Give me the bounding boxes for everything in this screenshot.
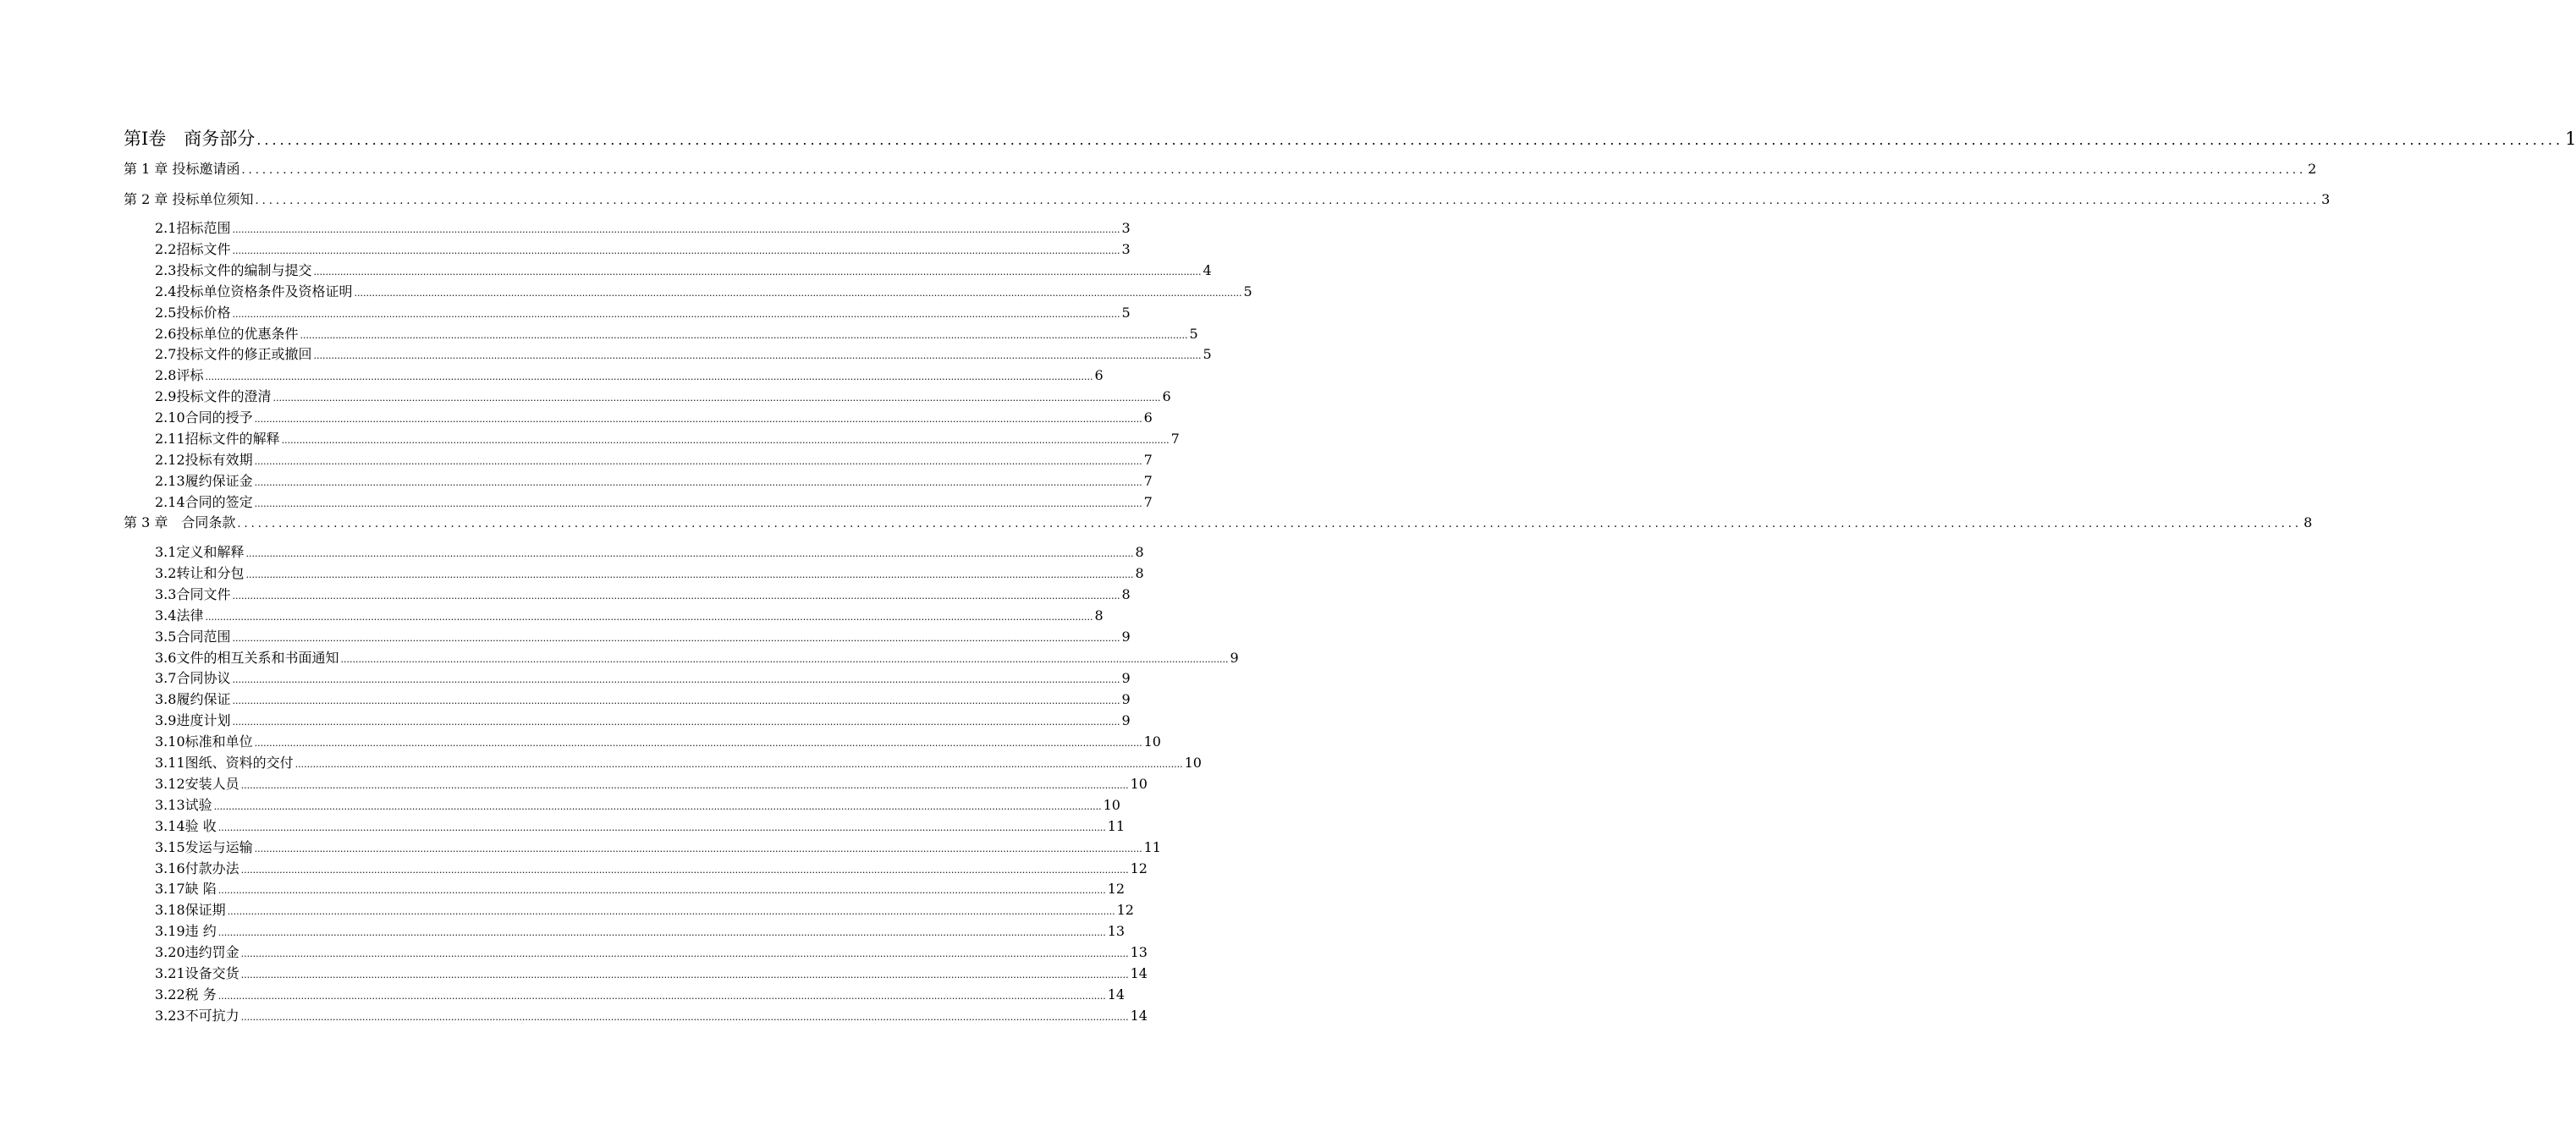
toc-section-page: 8 [1094,607,1104,623]
toc-section-title: 招标文件 [176,241,231,257]
toc-section-number: 3.23 [155,1008,185,1024]
dot-leader: ............................................................................................................................................................................................................................................................................................................ [232,633,1120,644]
dot-leader: ............................................................................................................................................................................................................................................................................................................ [232,674,1120,685]
toc-section-title: 招标文件的解释 [184,431,280,447]
toc-section-number: 2.14 [155,494,185,510]
dot-leader: ............................................................................................................................................................................................................................................................................................................ [294,759,1183,770]
dot-leader: ............................................................................................................................................................................................................................................................................................................ [240,1012,1129,1023]
toc-section-number: 3.17 [155,881,185,897]
toc-chapter-entry[interactable] [124,189,2331,208]
toc-section-page: 4 [1203,262,1212,278]
toc-section-page: 5 [1121,305,1131,321]
toc-section-title: 不可抗力 [184,1008,239,1024]
toc-section-page: 3 [1121,220,1131,236]
toc-section-page: 9 [1121,670,1131,686]
dot-leader: ............................................................................................................................................................................................................................................................................................................ [217,822,1106,833]
toc-section-title: 缺 陷 [184,881,217,897]
toc-section-entry[interactable] [155,878,1126,898]
toc-section-page: 13 [1130,944,1148,960]
dot-leader: ............................................................................................................................................................................................................................................................................................................ [240,969,1129,980]
toc-section-number: 3.1 [155,544,177,560]
dot-leader: ............................................................................................................................................................................................................................................................................................................ [254,738,1142,749]
toc-chapter-page: 2 [2308,161,2317,177]
toc-section-entry[interactable] [155,626,1131,645]
toc-section-title: 文件的相互关系和书面通知 [176,650,339,666]
toc-section-entry[interactable] [155,667,1131,687]
toc-section-entry[interactable] [155,239,1131,258]
toc-section-page: 5 [1203,346,1212,362]
toc-section-entry[interactable] [155,920,1126,940]
toc-section-title: 履约保证金 [184,473,253,489]
dot-leader: ............................................................................................................................................................................................................................................................................................................ [217,885,1106,896]
toc-section-number: 3.19 [155,923,185,939]
toc-section-title: 保证期 [184,902,226,918]
toc-section-page: 14 [1107,986,1126,1002]
dot-leader: ............................................................................................................................................................................................................................................................................................................ [213,801,1102,812]
toc-section-page: 14 [1130,965,1148,981]
toc-section-title: 标准和单位 [184,733,253,750]
toc-section-number: 3.9 [155,712,177,728]
toc-section-entry[interactable] [155,647,1239,667]
toc-section-entry[interactable] [155,217,1131,237]
dot-leader: ............................................................................................................................................................................................................................................................................................................ [272,393,1161,404]
dot-leader: ............................................................................................................................................................................................................................................................................................................ [217,991,1106,1002]
dot-leader: ............................................................................................................................................................................................................................................................................................................ [254,843,1142,854]
dot-leader: ............................................................................................................................................................................................................................................................................................................ [281,435,1170,446]
dot-leader: ............................................................................................................................................................................................................................................................................................................ [254,477,1142,488]
toc-section-page: 10 [1130,776,1148,792]
dot-leader: ............................................................................................................................................................................................................................................................................................................ [232,695,1120,706]
toc-section-number: 3.2 [155,565,177,581]
toc-section-number: 2.9 [155,388,177,404]
toc-section-title: 招标范围 [176,220,231,236]
toc-section-number: 3.7 [155,670,177,686]
toc-section-page: 13 [1107,923,1126,939]
toc-section-number: 3.12 [155,776,185,792]
toc-section-entry[interactable] [155,323,1198,343]
toc-section-number: 3.16 [155,860,185,876]
toc-section-number: 3.11 [155,755,185,771]
dot-leader: ............................................................................................................................................................................................................................................................................................................ [240,780,1129,791]
toc-section-title: 付款办法 [184,860,239,876]
toc-section-title: 投标价格 [176,305,231,321]
toc-section-page: 7 [1170,431,1180,447]
toc-section-page: 8 [1135,565,1144,581]
toc-section-entry[interactable] [155,541,1144,561]
toc-section-title: 合同文件 [176,586,231,602]
toc-chapter-title: 第 2 章 投标单位须知 [124,191,254,207]
toc-section-entry[interactable] [155,752,1202,772]
toc-section-page: 5 [1189,326,1198,342]
toc-section-entry[interactable] [155,605,1104,624]
toc-section-page: 12 [1116,902,1134,918]
toc-section-number: 2.3 [155,262,177,278]
toc-section-title: 图纸、资料的交付 [184,755,294,771]
toc-section-number: 3.18 [155,902,185,918]
toc-section-title: 进度计划 [176,712,231,728]
toc-section-entry[interactable] [155,584,1131,603]
toc-section-number: 3.6 [155,650,177,666]
toc-section-entry[interactable] [155,428,1180,448]
dot-leader: ............................................................................................................................................................................................................................................................................................................ [237,518,2303,530]
toc-section-page: 9 [1230,650,1239,666]
toc-section-title: 设备交货 [184,965,239,981]
toc-section-page: 7 [1143,452,1153,468]
toc-section-page: 10 [1143,733,1161,750]
dot-leader: ............................................................................................................................................................................................................................................................................................................ [256,132,2564,148]
dot-leader: ............................................................................................................................................................................................................................................................................................................ [232,309,1120,320]
toc-section-entry[interactable] [155,343,1212,363]
toc-section-entry[interactable] [155,449,1153,469]
dot-leader: ............................................................................................................................................................................................................................................................................................................ [232,245,1120,256]
toc-section-title: 投标单位资格条件及资格证明 [176,283,353,299]
dot-leader: ............................................................................................................................................................................................................................................................................................................ [205,371,1093,382]
toc-section-title: 违约罚金 [184,944,239,960]
toc-section-number: 3.14 [155,818,185,834]
toc-section-entry[interactable] [155,260,1212,279]
toc-section-entry[interactable] [155,794,1120,814]
toc-section-number: 2.10 [155,409,185,426]
toc-section-title: 税 务 [184,986,217,1002]
toc-section-number: 2.13 [155,473,185,489]
dot-leader: ............................................................................................................................................................................................................................................................................................................ [245,569,1134,580]
toc-section-number: 3.3 [155,586,177,602]
toc-section-number: 3.13 [155,797,185,813]
toc-section-page: 14 [1130,1008,1148,1024]
toc-section-number: 2.7 [155,346,177,362]
dot-leader: ............................................................................................................................................................................................................................................................................................................ [241,164,2307,177]
toc-section-number: 3.10 [155,733,185,750]
toc-section-entry[interactable] [155,837,1161,856]
dot-leader: ............................................................................................................................................................................................................................................................................................................ [205,612,1093,623]
toc-section-entry[interactable] [155,773,1148,793]
toc-section-number: 3.21 [155,965,185,981]
toc-section-entry[interactable] [155,281,1252,300]
toc-section-page: 11 [1143,839,1161,855]
toc-section-number: 3.22 [155,986,185,1002]
toc-section-page: 10 [1184,755,1202,771]
dot-leader: ............................................................................................................................................................................................................................................................................................................ [255,195,2320,207]
toc-section-entry[interactable] [155,963,1148,982]
toc-section-number: 2.1 [155,220,177,236]
toc-section-page: 3 [1121,241,1131,257]
toc-section-entry[interactable] [155,816,1126,835]
toc-section-entry[interactable] [155,710,1131,729]
toc-section-entry[interactable] [155,407,1153,426]
toc-section-title: 合同的授予 [184,409,253,426]
toc-section-page: 7 [1143,494,1153,510]
toc-chapter-entry[interactable] [124,512,2313,531]
toc-section-number: 3.20 [155,944,185,960]
toc-section-title: 投标有效期 [184,452,253,468]
toc-section-title: 转让和分包 [176,565,245,581]
dot-leader: ............................................................................................................................................................................................................................................................................................................ [313,266,1202,277]
toc-section-entry[interactable] [155,386,1171,405]
dot-leader: ............................................................................................................................................................................................................................................................................................................ [254,456,1142,467]
toc-section-page: 12 [1107,881,1126,897]
toc-section-page: 11 [1107,818,1126,834]
dot-leader: ............................................................................................................................................................................................................................................................................................................ [232,717,1120,728]
dot-leader: ............................................................................................................................................................................................................................................................................................................ [232,590,1120,601]
toc-section-title: 发运与运输 [184,839,253,855]
toc-section-page: 9 [1121,691,1131,707]
toc-section-page: 8 [1121,586,1131,602]
toc-section-number: 2.6 [155,326,177,342]
dot-leader: ............................................................................................................................................................................................................................................................................................................ [245,548,1134,559]
dot-leader: ............................................................................................................................................................................................................................................................................................................ [240,948,1129,959]
toc-section-number: 2.2 [155,241,177,257]
toc-section-entry[interactable] [155,302,1131,321]
toc-section-page: 9 [1121,629,1131,645]
toc-section-number: 2.12 [155,452,185,468]
toc-section-entry[interactable] [155,563,1144,582]
toc-chapter-entry[interactable] [124,158,2317,178]
toc-section-number: 3.15 [155,839,185,855]
toc-section-title: 投标文件的修正或撤回 [176,346,312,362]
toc-section-entry[interactable] [155,984,1126,1003]
toc-section-title: 验 收 [184,818,217,834]
toc-section-number: 2.5 [155,305,177,321]
toc-volume-page: 1 [2565,129,2576,149]
dot-leader: ............................................................................................................................................................................................................................................................................................................ [232,224,1120,235]
dot-leader: ............................................................................................................................................................................................................................................................................................................ [354,288,1242,299]
dot-leader: ............................................................................................................................................................................................................................................................................................................ [300,330,1188,341]
toc-section-page: 8 [1135,544,1144,560]
toc-section-entry[interactable] [155,689,1131,708]
toc-section-number: 3.8 [155,691,177,707]
dot-leader: ............................................................................................................................................................................................................................................................................................................ [227,906,1115,917]
toc-section-number: 3.4 [155,607,177,623]
toc-section-title: 违 约 [184,923,217,939]
dot-leader: ............................................................................................................................................................................................................................................................................................................ [254,498,1142,509]
toc-section-number: 2.8 [155,367,177,383]
toc-section-page: 9 [1121,712,1131,728]
toc-section-title: 安装人员 [184,776,239,792]
toc-section-title: 合同范围 [176,629,231,645]
toc-volume-entry[interactable] [124,125,2576,151]
toc-section-page: 6 [1143,409,1153,426]
toc-section-page: 7 [1143,473,1153,489]
toc-section-entry[interactable] [155,470,1153,490]
toc-chapter-page: 3 [2321,191,2331,207]
dot-leader: ............................................................................................................................................................................................................................................................................................................ [340,654,1229,665]
toc-section-title: 试验 [184,797,212,813]
toc-section-entry[interactable] [155,731,1161,750]
dot-leader: ............................................................................................................................................................................................................................................................................................................ [240,865,1129,876]
toc-section-title: 定义和解释 [176,544,245,560]
toc-section-entry[interactable] [155,942,1148,961]
toc-section-title: 投标单位的优惠条件 [176,326,299,342]
toc-section-title: 投标文件的编制与提交 [176,262,312,278]
toc-volume-title: 第Ⅰ卷 商务部分 [124,129,256,149]
toc-section-title: 合同的签定 [184,494,253,510]
toc-section-title: 投标文件的澄清 [176,388,272,404]
toc-section-title: 合同协议 [176,670,231,686]
toc-chapter-page: 8 [2304,514,2313,530]
toc-chapter-title: 第 1 章 投标邀请函 [124,161,240,177]
toc-section-page: 5 [1243,283,1252,299]
toc-section-number: 2.4 [155,283,177,299]
toc-section-entry[interactable] [155,1005,1148,1024]
toc-section-page: 12 [1130,860,1148,876]
toc-section-title: 法律 [176,607,204,623]
toc-section-page: 10 [1103,797,1120,813]
toc-section-number: 3.5 [155,629,177,645]
toc-section-number: 2.11 [155,431,185,447]
toc-section-entry[interactable] [155,899,1134,919]
toc-chapter-title: 第 3 章 合同条款 [124,514,236,530]
dot-leader: ............................................................................................................................................................................................................................................................................................................ [217,927,1106,938]
dot-leader: ............................................................................................................................................................................................................................................................................................................ [254,414,1142,425]
toc-section-page: 6 [1162,388,1171,404]
toc-section-entry[interactable] [155,858,1148,877]
toc-section-title: 评标 [176,367,204,383]
dot-leader: ............................................................................................................................................................................................................................................................................................................ [313,350,1202,361]
toc-section-entry[interactable] [155,492,1153,511]
toc-section-title: 履约保证 [176,691,231,707]
toc-section-page: 6 [1094,367,1104,383]
toc-section-entry[interactable] [155,365,1104,384]
